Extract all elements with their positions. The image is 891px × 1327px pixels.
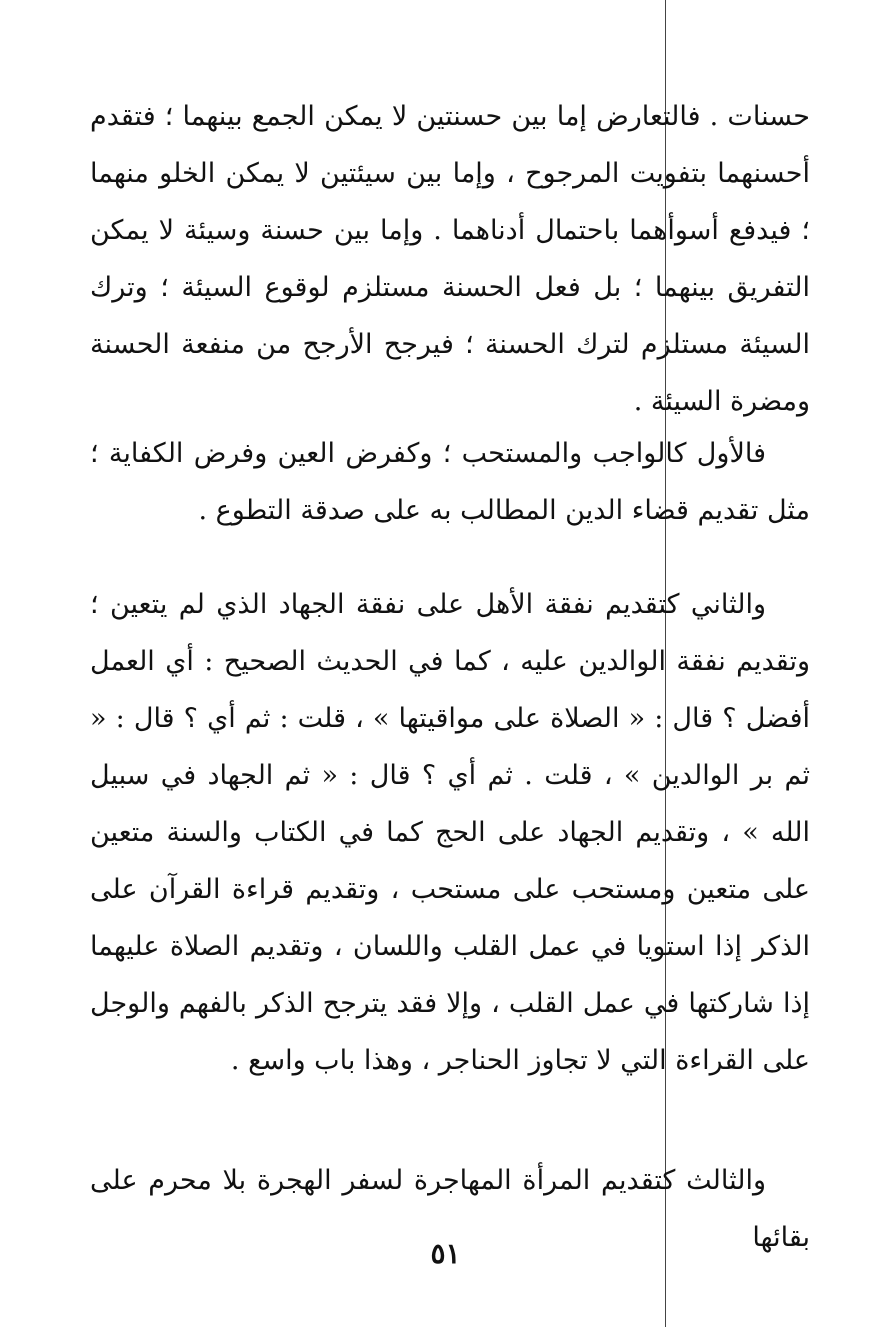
paragraph-1: حسنات . فالتعارض إما بين حسنتين لا يمكن الجمع بينهما ؛ فتقدم أحسنهما بتفويت المرجوح ، وإما بين سيئتين لا يمكن الخلو منهما ؛ فيدفع أسوأهما باحتمال أدناهما . وإما بين حسنة وسيئة لا يمكن التفريق بينهما ؛ بل فعل الحسنة مستلزم لوقوع السيئة ؛ وترك السيئة مستلزم لترك الحسنة ؛ فيرجح الأرجح من منفعة الحسنة ومضرة السيئة . [90, 101, 810, 417]
page-number: ٥١ [430, 1237, 461, 1270]
paragraph-3: والثاني كتقديم نفقة الأهل على نفقة الجهاد الذي لم يتعين ؛ وتقديم نفقة الوالدين عليه ، كما في الحديث الصحيح : أي العمل أفضل ؟ قال : « الصلاة على مواقيتها » ، قلت : ثم أي ؟ قال : « ثم بر الوالدين » ، قلت . ثم أي ؟ قال : « ثم الجهاد في سبيل الله » ، وتقديم الجهاد على الحج كما في الكتاب والسنة متعين على متعين ومستحب على مستحب ، وتقديم قراءة القرآن على الذكر إذا استويا في عمل القلب واللسان ، وتقديم الصلاة عليهما إذا شاركتها في عمل القلب ، وإلا فقد يترجح الذكر بالفهم والوجل على القراءة التي لا تجاوز الحناجر ، وهذا باب واسع . [90, 589, 810, 1076]
paragraph-4: والثالث كتقديم المرأة المهاجرة لسفر الهجرة بلا محرم على بقائها [90, 1165, 810, 1253]
paragraph-2: فالأول كالواجب والمستحب ؛ وكفرض العين وفرض الكفاية ؛ مثل تقديم قضاء الدين المطالب به على صدقة التطوع . [90, 438, 810, 526]
